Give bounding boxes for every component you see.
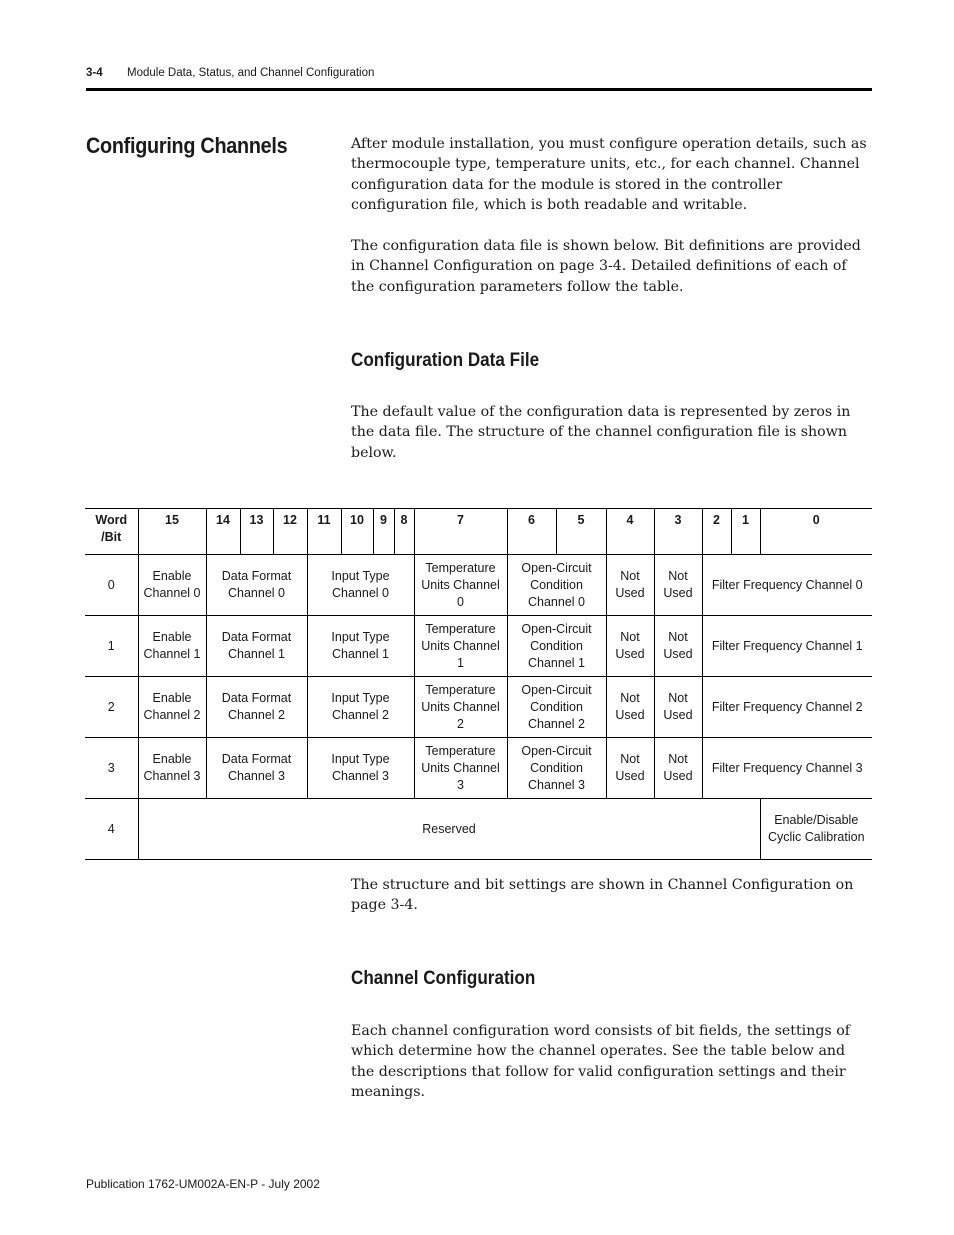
not-used-cell: Not Used <box>606 677 654 738</box>
data-format-cell: Data Format Channel 3 <box>206 738 307 799</box>
word-cell: 3 <box>85 738 138 799</box>
header-bit-14: 14 <box>206 509 240 555</box>
table-row <box>85 555 872 616</box>
header-bit-10: 10 <box>341 509 373 555</box>
filter-frequency-cell: Filter Frequency Channel 2 <box>702 677 872 738</box>
word-cell: 1 <box>85 616 138 677</box>
open-circuit-cell: Open-Circuit Condition Channel 3 <box>507 738 606 799</box>
data-format-cell: Data Format Channel 1 <box>206 616 307 677</box>
not-used-cell: Not Used <box>654 677 702 738</box>
header-bit-15: 15 <box>138 509 206 555</box>
data-format-cell: Data Format Channel 2 <box>206 677 307 738</box>
channel-configuration-paragraph: Each channel configuration word consists of bit fields, the settings of which determine how the channel operates. See the table below and the descriptions that follow for valid configuration settings and their meanings. <box>351 1023 850 1100</box>
header-bit-13: 13 <box>240 509 273 555</box>
header-bit-5: 5 <box>556 509 606 555</box>
page-number: 3-4 <box>86 67 103 79</box>
enable-channel-cell: Enable Channel 1 <box>138 616 206 677</box>
header-bit-8: 8 <box>394 509 414 555</box>
cyclic-calibration-cell: Enable/Disable Cyclic Calibration <box>760 799 872 860</box>
filter-frequency-cell: Filter Frequency Channel 0 <box>702 555 872 616</box>
not-used-cell: Not Used <box>606 555 654 616</box>
temperature-units-cell: Temperature Units Channel 0 <box>414 555 507 616</box>
open-circuit-cell: Open-Circuit Condition Channel 1 <box>507 616 606 677</box>
header-bit-12: 12 <box>273 509 307 555</box>
word-cell: 0 <box>85 555 138 616</box>
temperature-units-cell: Temperature Units Channel 2 <box>414 677 507 738</box>
table-row <box>85 616 872 677</box>
not-used-cell: Not Used <box>654 738 702 799</box>
not-used-cell: Not Used <box>606 738 654 799</box>
header-bit-4: 4 <box>606 509 654 555</box>
intro-paragraph-2: The configuration data file is shown below. Bit definitions are provided in Channel Configuration on page 3-4. Detailed definitions of each of the configuration parameters follow the table. <box>351 238 861 295</box>
enable-channel-cell: Enable Channel 3 <box>138 738 206 799</box>
section-title: Module Data, Status, and Channel Configuration <box>127 67 375 79</box>
config-data-file-paragraph: The default value of the configuration data is represented by zeros in the data file. The structure of the channel configuration file is shown below. <box>351 404 851 461</box>
header-bit-1: 1 <box>731 509 760 555</box>
publication-footer: Publication 1762-UM002A-EN-P - July 2002 <box>86 1177 320 1191</box>
header-bit-0: 0 <box>760 509 872 555</box>
header-bit-3: 3 <box>654 509 702 555</box>
reserved-cell: Reserved <box>138 799 760 860</box>
page-title: Configuring Channels <box>86 133 288 158</box>
config-data-file-heading: Configuration Data File <box>351 350 540 371</box>
open-circuit-cell: Open-Circuit Condition Channel 2 <box>507 677 606 738</box>
input-type-cell: Input Type Channel 1 <box>307 616 414 677</box>
enable-channel-cell: Enable Channel 0 <box>138 555 206 616</box>
input-type-cell: Input Type Channel 3 <box>307 738 414 799</box>
input-type-cell: Input Type Channel 2 <box>307 677 414 738</box>
configuration-data-table <box>85 508 872 860</box>
header-bit-11: 11 <box>307 509 341 555</box>
channel-configuration-heading: Channel Configuration <box>351 968 536 989</box>
temperature-units-cell: Temperature Units Channel 1 <box>414 616 507 677</box>
word-cell: 2 <box>85 677 138 738</box>
header-bit-7: 7 <box>414 509 507 555</box>
not-used-cell: Not Used <box>654 555 702 616</box>
header-rule <box>86 88 872 91</box>
input-type-cell: Input Type Channel 0 <box>307 555 414 616</box>
header-bit-2: 2 <box>702 509 731 555</box>
table-row <box>85 799 872 860</box>
enable-channel-cell: Enable Channel 2 <box>138 677 206 738</box>
header-bit-9: 9 <box>373 509 394 555</box>
not-used-cell: Not Used <box>654 616 702 677</box>
table-row <box>85 677 872 738</box>
header-word-bit: Word /Bit <box>85 509 138 555</box>
after-table-paragraph: The structure and bit settings are shown in Channel Configuration on page 3-4. <box>351 877 854 914</box>
intro-paragraph-1: After module installation, you must configure operation details, such as thermocouple type, temperature units, etc., for each channel. Channel configuration data for the module is stored in the controller configuration file, which is both readable and writable. <box>351 136 867 213</box>
not-used-cell: Not Used <box>606 616 654 677</box>
open-circuit-cell: Open-Circuit Condition Channel 0 <box>507 555 606 616</box>
table-row <box>85 738 872 799</box>
data-format-cell: Data Format Channel 0 <box>206 555 307 616</box>
filter-frequency-cell: Filter Frequency Channel 1 <box>702 616 872 677</box>
running-header <box>86 66 872 88</box>
filter-frequency-cell: Filter Frequency Channel 3 <box>702 738 872 799</box>
table-header-row <box>85 509 872 555</box>
word-cell: 4 <box>85 799 138 860</box>
header-bit-6: 6 <box>507 509 556 555</box>
temperature-units-cell: Temperature Units Channel 3 <box>414 738 507 799</box>
